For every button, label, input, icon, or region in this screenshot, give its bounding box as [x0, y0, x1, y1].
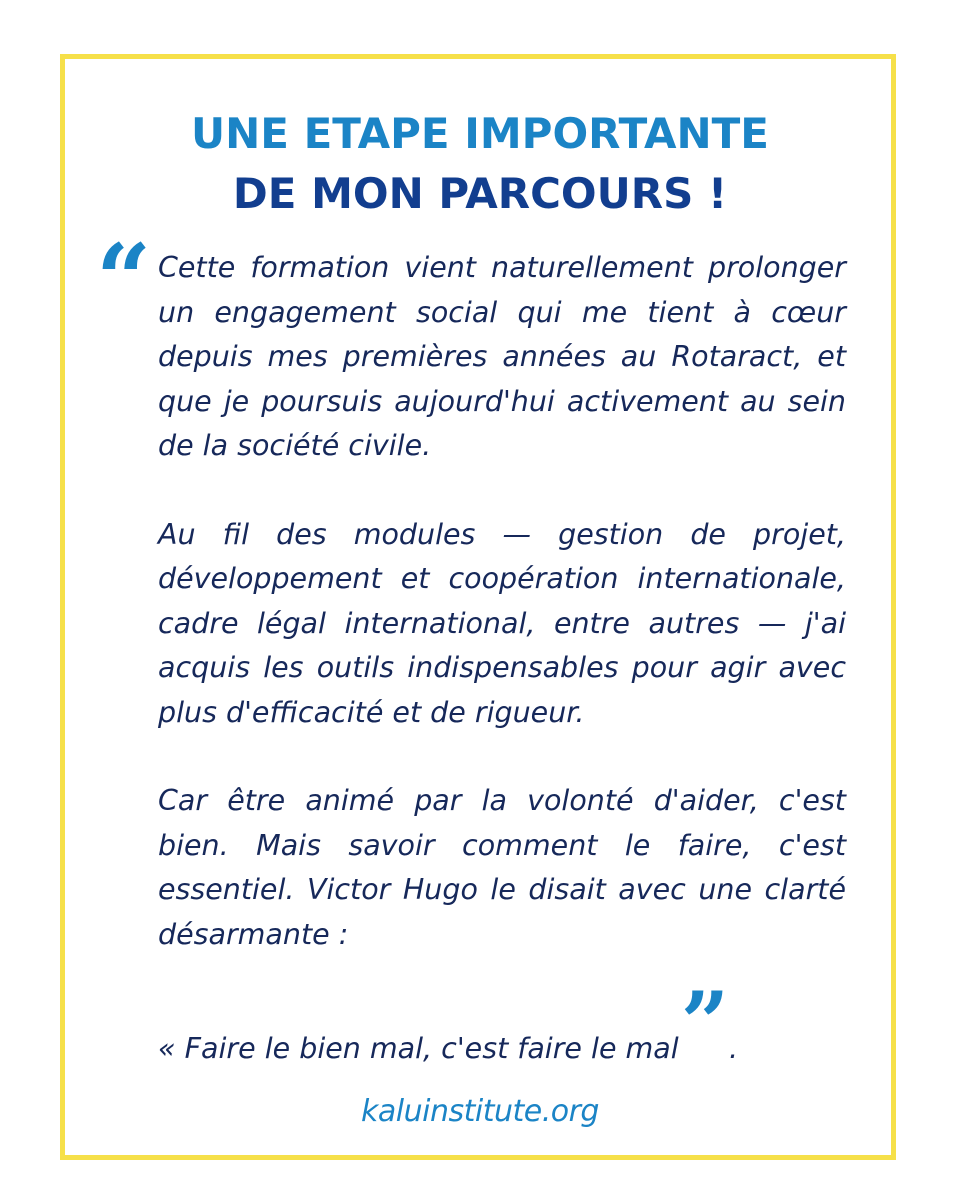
close-quote-icon: ”	[680, 973, 730, 1072]
quote-body	[158, 246, 846, 1001]
citation-text: « Faire le bien mal, c'est faire le mal	[158, 1032, 679, 1065]
title-line-2: DE MON PARCOURS !	[232, 169, 728, 218]
quote-paragraph-1: Cette formation vient naturellement prolonger un engagement social qui me tient à cœur depuis mes premières années au Rotaract, et que je poursuis aujourd'hui activement au sein de la société civile.	[158, 251, 846, 462]
page-title	[0, 104, 960, 224]
quote-paragraph-3: Car être animé par la volonté d'aider, c'est bien. Mais savoir comment le faire, c'est essentiel. Victor Hugo le disait avec une clarté désarmante :	[158, 784, 846, 951]
open-quote-icon: “	[96, 223, 152, 336]
title-line-1: UNE ETAPE IMPORTANTE	[191, 109, 769, 158]
quote-paragraph-2: Au fil des modules — gestion de projet, développement et coopération internationale, cadre légal international, entre autres — j'ai acquis les outils indispensables pour agir avec plus d'efficacité et de rigueur.	[158, 517, 846, 729]
citation-end: .	[729, 1032, 739, 1065]
victor-hugo-citation	[158, 973, 846, 1072]
website-link[interactable]: kaluinstitute.org	[361, 1094, 599, 1129]
